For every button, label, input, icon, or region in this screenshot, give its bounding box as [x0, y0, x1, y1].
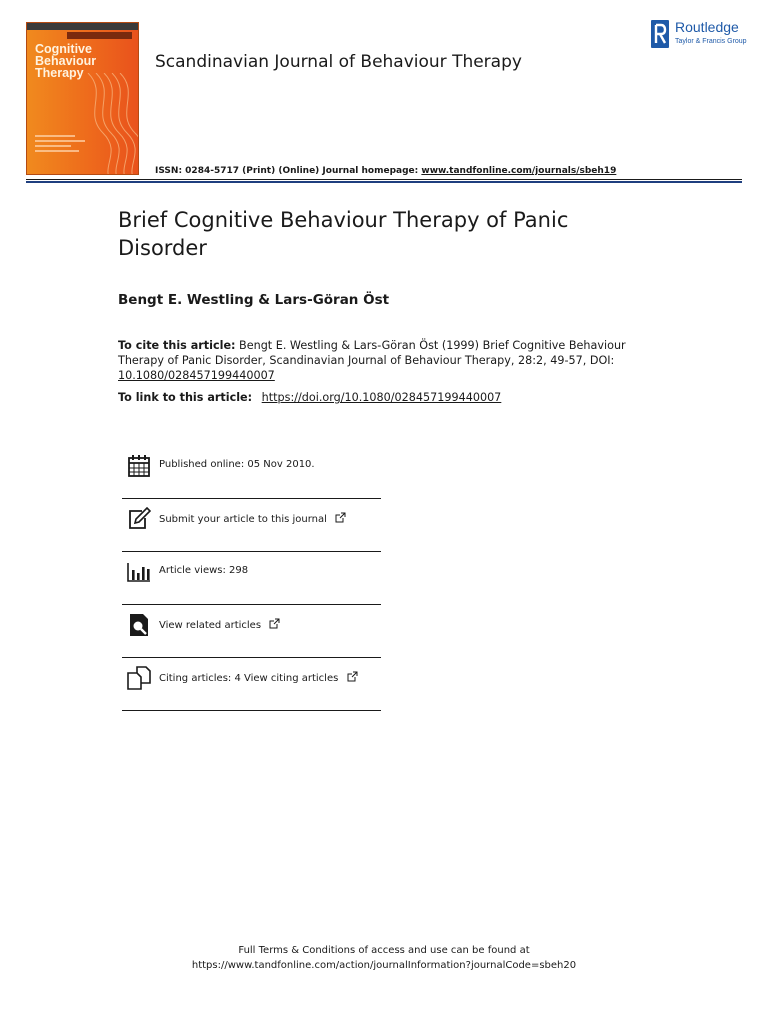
- article-views: Article views: 298: [159, 565, 249, 576]
- citing-articles-label: Citing articles: 4 View citing articles: [159, 673, 339, 684]
- citing-documents-icon: [127, 666, 151, 690]
- article-authors: Bengt E. Westling & Lars-Göran Öst: [118, 292, 390, 308]
- journal-cover-image: [26, 22, 139, 175]
- publisher-name: Routledge: [675, 19, 739, 35]
- document-search-icon: [127, 613, 151, 637]
- related-articles-link[interactable]: [159, 618, 280, 631]
- views-row: [122, 552, 381, 605]
- submit-article-link[interactable]: [159, 512, 346, 525]
- cite-text: Bengt E. Westling & Lars-Göran Öst (1999) Brief Cognitive Behaviour Therapy of Panic Disorder, Scandinavian Journal of Behaviour Therapy, 28:2, 49-57, DOI:: [118, 339, 626, 367]
- article-doi-link[interactable]: https://doi.org/10.1080/028457199440007: [261, 391, 502, 404]
- cover-title-line: Therapy: [35, 66, 84, 80]
- citation-block: [118, 338, 638, 383]
- article-info-list: [122, 446, 381, 711]
- header-rule-accent: [26, 181, 742, 183]
- cover-title-line: Cognitive: [35, 42, 92, 56]
- published-date: Published online: 05 Nov 2010.: [159, 459, 315, 470]
- issn-text: ISSN: 0284-5717 (Print) (Online) Journal homepage:: [155, 166, 422, 176]
- external-link-icon: [335, 512, 346, 523]
- journal-homepage-link[interactable]: www.tandfonline.com/journals/sbeh19: [421, 166, 617, 176]
- routledge-r-icon: [651, 20, 669, 48]
- citing-row[interactable]: [122, 658, 381, 711]
- bar-chart-icon: [127, 560, 151, 584]
- journal-title[interactable]: Scandinavian Journal of Behaviour Therapy: [155, 52, 522, 72]
- link-label: To link to this article:: [118, 391, 253, 404]
- submit-article-label: Submit your article to this journal: [159, 514, 327, 525]
- cover-top-band: [27, 23, 138, 30]
- published-row: [122, 446, 381, 499]
- cover-anniversary-band: [67, 32, 132, 39]
- submit-row[interactable]: [122, 499, 381, 552]
- cite-doi-link[interactable]: 10.1080/028457199440007: [118, 369, 275, 382]
- article-link-line: [118, 391, 501, 404]
- footer-terms: [0, 943, 768, 973]
- footer-terms-link[interactable]: https://www.tandfonline.com/action/journalInformation?journalCode=sbeh20: [191, 960, 577, 971]
- calendar-icon: [127, 454, 151, 478]
- article-title: Brief Cognitive Behaviour Therapy of Panic Disorder: [118, 208, 569, 260]
- citing-articles-link[interactable]: [159, 671, 358, 684]
- header-rule: [26, 179, 742, 180]
- cover-wave-graphic: [78, 73, 139, 175]
- cover-title-line: Behaviour: [35, 54, 97, 68]
- issn-line: [155, 166, 616, 176]
- external-link-icon: [347, 671, 358, 682]
- related-row[interactable]: [122, 605, 381, 658]
- cover-small-print: [35, 135, 95, 155]
- edit-icon: [127, 507, 151, 531]
- cite-label: To cite this article:: [118, 339, 236, 352]
- publisher-group: Taylor & Francis Group: [675, 38, 747, 45]
- footer-line: Full Terms & Conditions of access and use can be found at: [238, 945, 530, 956]
- related-articles-label: View related articles: [159, 620, 262, 631]
- external-link-icon: [269, 618, 280, 629]
